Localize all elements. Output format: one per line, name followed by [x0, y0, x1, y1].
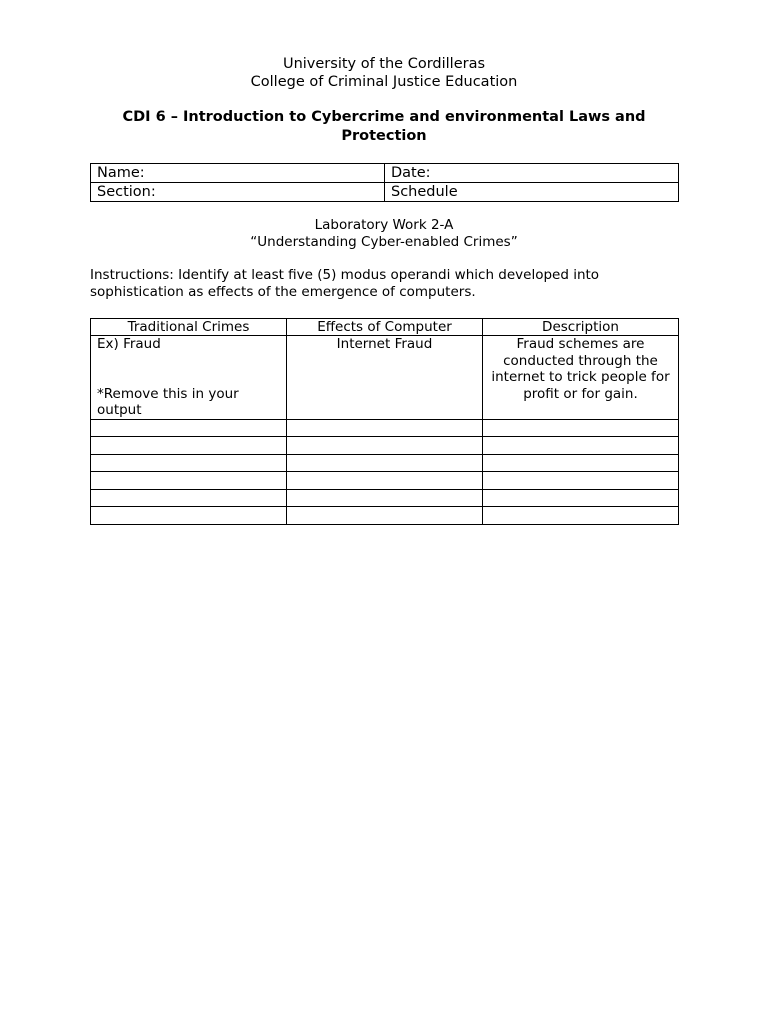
- example-description-cell[interactable]: Fraud schemes are conducted through the internet to trick people for profit or for gain.: [483, 336, 679, 420]
- effect-cell[interactable]: [287, 489, 483, 507]
- lab-title: Laboratory Work 2-A: [314, 217, 454, 233]
- example-crime-cell[interactable]: [91, 336, 287, 420]
- example-effect-cell[interactable]: Internet Fraud: [287, 336, 483, 420]
- description-cell[interactable]: [483, 472, 679, 490]
- description-cell[interactable]: [483, 454, 679, 472]
- date-field[interactable]: Date:: [385, 164, 679, 183]
- table-row: [91, 472, 679, 490]
- column-header-effects-of-computer: Effects of Computer: [287, 319, 483, 336]
- traditional-crime-cell[interactable]: [91, 507, 287, 525]
- course-title: CDI 6 – Introduction to Cybercrime and environmental Laws and Protection: [122, 109, 646, 144]
- traditional-crime-cell[interactable]: [91, 454, 287, 472]
- example-crime: Ex) Fraud: [97, 336, 161, 352]
- table-row: [91, 437, 679, 455]
- effect-cell[interactable]: [287, 419, 483, 437]
- table-header-row: [91, 319, 679, 336]
- name-field[interactable]: Name:: [91, 164, 385, 183]
- info-row: [91, 183, 679, 202]
- column-header-traditional-crimes: Traditional Crimes: [91, 319, 287, 336]
- traditional-crime-cell[interactable]: [91, 437, 287, 455]
- effect-cell[interactable]: [287, 454, 483, 472]
- example-note: *Remove this in your output: [97, 385, 239, 418]
- instructions-text: Instructions: Identify at least five (5) modus operandi which developed into sophistication as effects of the emergence of computers.: [90, 267, 600, 300]
- table-row: [91, 454, 679, 472]
- university-name: University of the Cordilleras: [282, 56, 486, 72]
- effect-cell[interactable]: [287, 472, 483, 490]
- description-cell[interactable]: [483, 437, 679, 455]
- table-row: [91, 489, 679, 507]
- description-cell[interactable]: [483, 489, 679, 507]
- table-row-example: [91, 336, 679, 420]
- student-info-table: [90, 163, 679, 202]
- schedule-field[interactable]: Schedule: [385, 183, 679, 202]
- description-cell[interactable]: [483, 419, 679, 437]
- table-row: [91, 419, 679, 437]
- description-cell[interactable]: [483, 507, 679, 525]
- crimes-table: [90, 318, 679, 525]
- table-row: [91, 507, 679, 525]
- traditional-crime-cell[interactable]: [91, 489, 287, 507]
- column-header-description: Description: [483, 319, 679, 336]
- effect-cell[interactable]: [287, 507, 483, 525]
- section-field[interactable]: Section:: [91, 183, 385, 202]
- traditional-crime-cell[interactable]: [91, 419, 287, 437]
- traditional-crime-cell[interactable]: [91, 472, 287, 490]
- lab-subtitle: “Understanding Cyber-enabled Crimes”: [250, 234, 518, 250]
- info-row: [91, 164, 679, 183]
- effect-cell[interactable]: [287, 437, 483, 455]
- college-name: College of Criminal Justice Education: [250, 74, 518, 90]
